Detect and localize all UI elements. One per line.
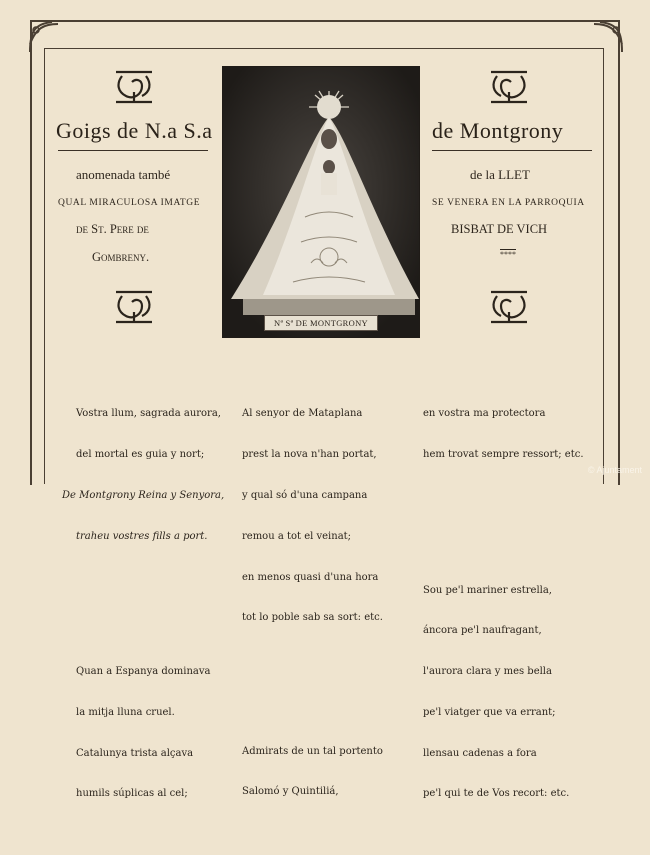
madonna-figure-image bbox=[223, 67, 419, 337]
verse-line: Vostra llum, sagrada aurora, bbox=[76, 408, 221, 420]
madonna-photograph bbox=[222, 66, 420, 338]
subtitle-right-1: de la LLET bbox=[470, 167, 530, 182]
stanza bbox=[423, 556, 584, 828]
verse-line: hem trovat sempre ressort; etc. bbox=[423, 449, 584, 461]
image-caption: Nª Sª DE MONTGRONY bbox=[264, 315, 378, 331]
watermark: © Ajuntament bbox=[587, 465, 642, 475]
verse-column-2 bbox=[242, 353, 383, 853]
verse-line: l'aurora clara y mes bella bbox=[423, 666, 552, 678]
verse-line: la mitja lluna cruel. bbox=[76, 706, 175, 718]
verse-line: Sou pe'l mariner estrella, bbox=[423, 584, 552, 596]
verse-column-1 bbox=[62, 353, 225, 855]
subtitle-left-1: anomenada també bbox=[76, 167, 171, 182]
subtitle-left-2: QUAL MIRACULOSA IMATGE bbox=[58, 198, 201, 208]
verse-line: áncora pe'l naufragant, bbox=[423, 625, 542, 637]
stanza bbox=[76, 638, 224, 828]
corner-flourish-left bbox=[22, 14, 62, 54]
ornament-icon-bottom-left bbox=[112, 286, 156, 328]
refrain-line: De Montgrony Reina y Senyora, bbox=[62, 489, 225, 501]
stanza bbox=[423, 380, 584, 489]
verse-line: en menos quasi d'una hora bbox=[242, 571, 379, 583]
verse-line: remou a tot el veinat; bbox=[242, 530, 352, 542]
subtitle-right-2: SE VENERA EN LA PARROQUIA bbox=[432, 198, 585, 208]
stanza bbox=[242, 717, 383, 826]
refrain-line: traheu vostres fills a port. bbox=[76, 530, 208, 542]
verse-line: Quan a Espanya dominava bbox=[76, 666, 211, 678]
subtitle-left-3: de St. Pere de bbox=[76, 222, 149, 236]
verse-line: pe'l viatger que va errant; bbox=[423, 706, 556, 718]
verse-line: Admirats de un tal portento bbox=[242, 745, 383, 757]
subtitle-right-3: BISBAT DE VICH bbox=[451, 222, 548, 236]
verse-line: y qual só d'una campana bbox=[242, 489, 368, 501]
verse-line: prest la nova n'han portat, bbox=[242, 449, 377, 461]
ornament-icon-bottom-right bbox=[487, 286, 531, 328]
verse-line: en vostra ma protectora bbox=[423, 408, 546, 420]
subtitle-left-4: Gombreny. bbox=[92, 250, 150, 264]
verse-line: Salomó y Quintiliá, bbox=[242, 786, 339, 798]
verse-line: pe'l qui te de Vos recort: etc. bbox=[423, 788, 570, 800]
title-left: Goigs de N.a S.a bbox=[56, 118, 213, 143]
verse-line: del mortal es guia y nort; bbox=[76, 449, 205, 461]
stanza bbox=[62, 380, 225, 570]
title-right: de Montgrony bbox=[432, 118, 564, 143]
title-left-rule bbox=[58, 150, 208, 151]
verse-line: humils súplicas al cel; bbox=[76, 788, 188, 800]
verse-line: llensau cadenas a fora bbox=[423, 747, 537, 759]
verse-line: Catalunya trista alçava bbox=[76, 747, 194, 759]
verse-column-3 bbox=[423, 353, 584, 855]
stanza bbox=[242, 380, 383, 652]
ornament-icon-top-left bbox=[112, 66, 156, 108]
stars-ornament: **** bbox=[500, 250, 516, 259]
corner-flourish-right bbox=[590, 14, 630, 54]
verse-line: tot lo poble sab sa sort: etc. bbox=[242, 612, 383, 624]
ornament-icon-top-right bbox=[487, 66, 531, 108]
title-right-rule bbox=[432, 150, 592, 151]
verse-line: Al senyor de Mataplana bbox=[242, 408, 363, 420]
